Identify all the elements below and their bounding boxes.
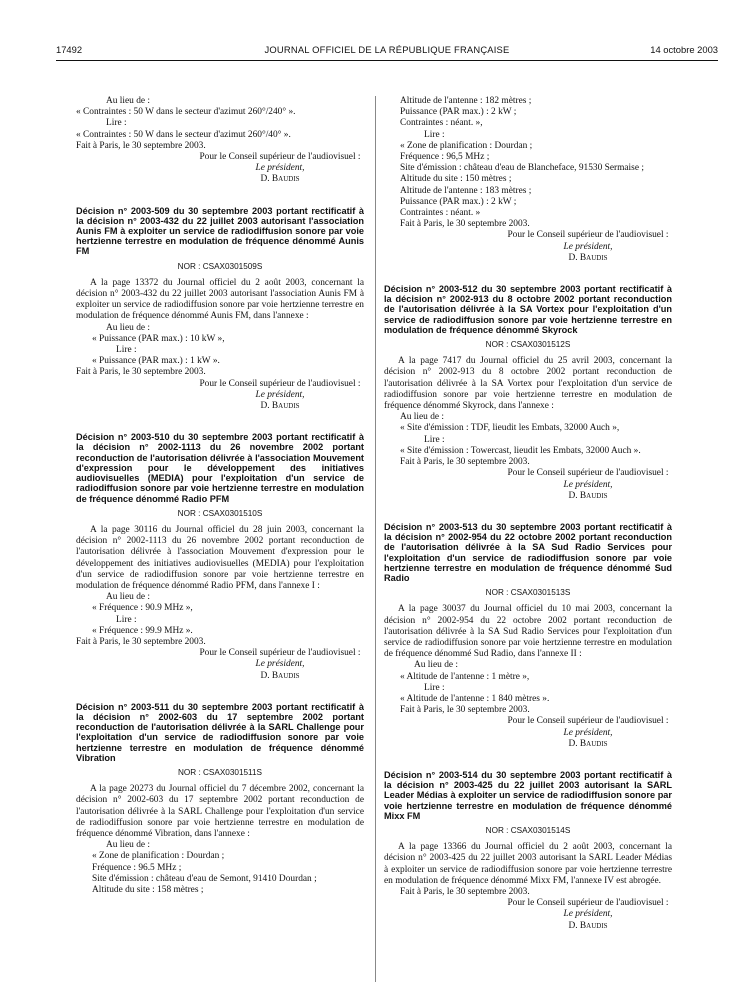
text-line: Contraintes : néant. », [400, 118, 483, 129]
au-lieu-label: Au lieu de : [106, 592, 151, 603]
page-number: 17492 [56, 44, 83, 55]
text-line: Puissance (PAR max.) : 2 kW ; [400, 107, 517, 118]
president-line: Le président, [255, 389, 305, 400]
decision-title: Décision n° 2003-510 du 30 septembre 2003 portant rectificatif à la décision n° 2002-1113 du 26 novembre 2002 portant reconduction de l'autorisation délivrée à l'association Mouvement d'expression pour le développement des initiatives audiovisuelles (MEDIA) pour l'exploitation d'un service de radiodiffusion sonore par voie hertzienne terrestre en modulation de fréquence dénommé Radio PFM [76, 432, 364, 504]
new-value: « Altitude de l'antenne : 1 840 mètres ». [400, 693, 550, 704]
signer-line: Pour le Conseil supérieur de l'audiovisuel : [507, 716, 669, 727]
text-line: Site d'émission : château d'eau de Blancheface, 91530 Sermaise ; [400, 163, 644, 174]
decision-title: Décision n° 2003-512 du 30 septembre 2003 portant rectificatif à la décision n° 2002-913 du 8 octobre 2002 portant reconduction de l'autorisation délivrée à la SA Vortex pour l'exploitation d'un service de radiodiffusion sonore par voie hertzienne terrestre en modulation de fréquence dénommé Skyrock [384, 284, 672, 335]
lire-label: Lire : [424, 434, 445, 445]
old-value: « Fréquence : 90.9 MHz », [92, 603, 193, 614]
new-value: « Fréquence : 99.9 MHz ». [92, 625, 193, 636]
done-paris: Fait à Paris, le 30 septembre 2003. [76, 367, 206, 378]
signer-name: D. Baudis [260, 401, 300, 412]
decision-body: A la page 30037 du Journal officiel du 10 mai 2003, concernant la décision n° 2002-954 du 22 octobre 2002 portant reconduction de l'autorisation délivrée à la SA Sud Radio Services pour l'exploitation d'un service de radiodiffusion sonore par voie hertzienne terrestre en modulation de fréquence dénommé Sud Radio, dans l'annexe II : [384, 604, 672, 660]
au-lieu-label: Au lieu de : [106, 840, 151, 851]
new-value: « Site d'émission : Towercast, lieudit les Embats, 32000 Auch ». [400, 445, 641, 456]
text-line: Fréquence : 96.5 MHz ; [92, 862, 182, 873]
text-line: Altitude de l'antenne : 183 mètres ; [400, 185, 532, 196]
text-line: « Zone de planification : Dourdan ; [92, 851, 225, 862]
nor-reference: NOR : CSAX0301511S [177, 767, 263, 777]
signer-name: D. Baudis [568, 252, 608, 263]
lire-label: Lire : [424, 129, 445, 140]
text-line: Site d'émission : château d'eau de Semont, 91410 Dourdan ; [92, 873, 317, 884]
text-line: « Zone de planification : Dourdan ; [400, 140, 533, 151]
signer-name: D. Baudis [568, 738, 608, 749]
journal-title: JOURNAL OFFICIEL DE LA RÉPUBLIQUE FRANÇAISE [264, 44, 510, 55]
signer-name: D. Baudis [260, 174, 300, 185]
text-line: Altitude du site : 150 mètres ; [400, 174, 512, 185]
decision-title: Décision n° 2003-511 du 30 septembre 2003 portant rectificatif à la décision n° 2002-603 du 17 septembre 2002 portant reconduction de l'autorisation délivrée à la SARL Challenge pour l'exploitation d'un service de radiodiffusion sonore par voie hertzienne terrestre en modulation de fréquence dénommé Vibration [76, 701, 364, 763]
signer-line: Pour le Conseil supérieur de l'audiovisuel : [507, 468, 669, 479]
decision-body: A la page 30116 du Journal officiel du 28 juin 2003, concernant la décision n° 2002-1113 du 26 novembre 2002 portant reconduction de l'autorisation délivrée à l'association Mouvement d'expression pour le développement des initiatives audiovisuelles (MEDIA) pour l'exploitation d'un service de radiodiffusion sonore par voie hertzienne terrestre en modulation de fréquence dénommé Radio PFM, dans l'annexe I : [76, 524, 364, 591]
right-column [384, 96, 672, 932]
text-line: Fréquence : 96,5 MHz ; [400, 152, 490, 163]
president-line: Le président, [255, 163, 305, 174]
decision-title: Décision n° 2003-514 du 30 septembre 2003 portant rectificatif à la décision n° 2003-425 du 22 juillet 2003 autorisant la SARL Leader Médias à exploiter un service de radiodiffusion sonore par voie hertzienne terrestre en modulation de fréquence dénommé Mixx FM [384, 769, 672, 821]
nor-reference: NOR : CSAX0301513S [485, 588, 571, 598]
text-line: Fait à Paris, le 30 septembre 2003. [76, 140, 206, 151]
text-line: « Contraintes : 50 W dans le secteur d'azimut 260°/240° ». [76, 107, 296, 118]
signer-line: Pour le Conseil supérieur de l'audiovisuel : [199, 152, 361, 163]
signer-name: D. Baudis [568, 920, 608, 931]
president-line: Le président, [563, 909, 613, 920]
nor-reference: NOR : CSAX0301514S [485, 825, 571, 835]
au-lieu-label: Au lieu de : [400, 412, 445, 423]
decision-title: Décision n° 2003-513 du 30 septembre 2003 portant rectificatif à la décision n° 2002-954 du 22 octobre 2002 portant reconduction de l'autorisation délivrée à la SA Sud Radio Services pour l'exploitation d'un service de radiodiffusion sonore par voie hertzienne terrestre en modulation de fréquence dénommé Sud Radio [384, 521, 672, 583]
lire-label: Lire : [116, 345, 137, 356]
issue-date: 14 octobre 2003 [650, 44, 718, 55]
page-header [56, 44, 718, 58]
text-line: « Contraintes : 50 W dans le secteur d'azimut 260°/40° ». [76, 129, 291, 140]
decision-body: A la page 7417 du Journal officiel du 25 avril 2003, concernant la décision n° 2002-913 du 8 octobre 2002 portant reconduction de l'autorisation délivrée à la SA Vortex pour l'exploitation d'un service de radiodiffusion sonore par voie hertzienne terrestre en modulation de fréquence dénommé Skyrock, dans l'annexe : [384, 356, 672, 412]
au-lieu-label: Au lieu de : [106, 322, 151, 333]
old-value: « Puissance (PAR max.) : 10 kW », [92, 333, 225, 344]
text-line: Au lieu de : [106, 96, 151, 106]
decision-body: A la page 13372 du Journal officiel du 2 août 2003, concernant la décision n° 2003-432 du 22 juillet 2003 autorisant l'association Aunis FM à exploiter un service de radiodiffusion sonore par voie hertzienne terrestre en modulation de fréquence dénommé Aunis FM, dans l'annexe : [76, 277, 364, 322]
decision-body: A la page 20273 du Journal officiel du 7 décembre 2002, concernant la décision n° 2002-603 du 17 septembre 2002 portant reconduction de l'autorisation délivrée à la SARL Challenge pour l'exploitation d'un service de radiodiffusion sonore par voie hertzienne terrestre en modulation de fréquence dénommé Vibration, dans l'annexe : [76, 784, 364, 839]
signer-line: Pour le Conseil supérieur de l'audiovisuel : [507, 898, 669, 909]
signer-line: Pour le Conseil supérieur de l'audiovisuel : [199, 378, 361, 389]
text-line: Contraintes : néant. » [400, 208, 481, 219]
old-value: « Site d'émission : TDF, lieudit les Embats, 32000 Auch », [400, 423, 620, 434]
signer-name: D. Baudis [568, 490, 608, 501]
text-line: Altitude de l'antenne : 182 mètres ; [400, 96, 532, 106]
done-paris: Fait à Paris, le 30 septembre 2003. [76, 636, 206, 647]
president-line: Le président, [563, 727, 613, 738]
au-lieu-label: Au lieu de : [414, 660, 459, 671]
lire-label: Lire : [116, 614, 137, 625]
nor-reference: NOR : CSAX0301509S [177, 261, 263, 271]
new-value: « Puissance (PAR max.) : 1 kW ». [92, 356, 220, 367]
done-paris: Fait à Paris, le 30 septembre 2003. [400, 457, 530, 468]
decision-body: A la page 13366 du Journal officiel du 2 août 2003, concernant la décision n° 2003-425 du 22 juillet 2003 autorisant la SARL Leader Médias à exploiter un service de radiodiffusion sonore par voie hertzienne terrestre en modulation de fréquence dénommé Mixx FM, l'annexe IV est abrogée. [384, 842, 672, 886]
president-line: Le président, [563, 479, 613, 490]
nor-reference: NOR : CSAX0301510S [177, 508, 263, 518]
signer-line: Pour le Conseil supérieur de l'audiovisuel : [507, 230, 669, 241]
text-line: Puissance (PAR max.) : 2 kW ; [400, 196, 517, 207]
done-paris: Fait à Paris, le 30 septembre 2003. [400, 705, 530, 716]
done-paris: Fait à Paris, le 30 septembre 2003. [400, 887, 530, 897]
header-rule [56, 60, 718, 61]
text-line: Altitude du site : 158 mètres ; [92, 885, 204, 895]
old-value: « Altitude de l'antenne : 1 mètre », [400, 671, 530, 682]
signer-line: Pour le Conseil supérieur de l'audiovisuel : [199, 648, 361, 659]
president-line: Le président, [255, 659, 305, 670]
nor-reference: NOR : CSAX0301512S [485, 340, 571, 350]
president-line: Le président, [563, 241, 613, 252]
text-line: Lire : [106, 118, 127, 129]
done-paris: Fait à Paris, le 30 septembre 2003. [400, 219, 530, 230]
column-divider [375, 96, 376, 982]
left-column [76, 96, 364, 896]
decision-title: Décision n° 2003-509 du 30 septembre 2003 portant rectificatif à la décision n° 2003-432 du 22 juillet 2003 autorisant l'association Aunis FM à exploiter un service de radiodiffusion sonore par voie hertzienne terrestre en modulation de fréquence dénommé Aunis FM [76, 205, 364, 257]
signer-name: D. Baudis [260, 670, 300, 681]
lire-label: Lire : [424, 682, 445, 693]
